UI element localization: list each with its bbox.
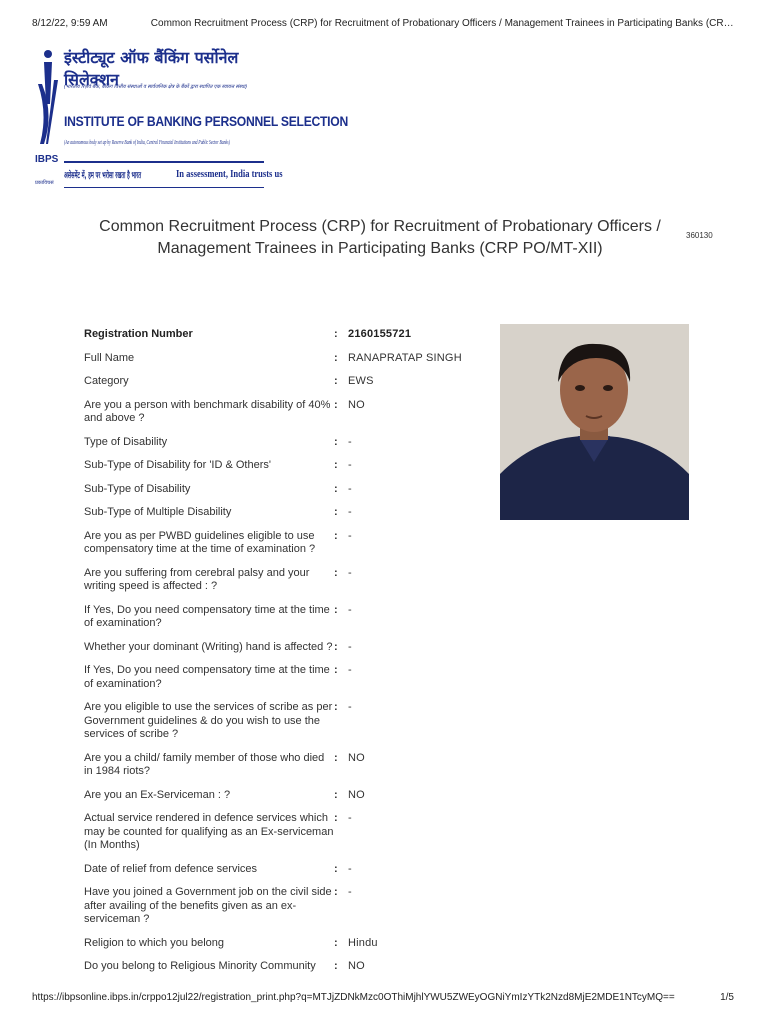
field-colon: : — [334, 751, 338, 764]
reference-code: 360130 — [686, 231, 713, 240]
field-value: - — [348, 862, 352, 875]
field-row — [84, 375, 484, 389]
print-footer — [32, 992, 736, 1003]
field-colon: : — [334, 482, 338, 495]
field-value: - — [348, 506, 352, 518]
field-colon: : — [334, 375, 338, 387]
field-row — [84, 530, 484, 557]
field-value: Hindu — [348, 936, 378, 949]
field-row — [84, 567, 484, 594]
field-label: If Yes, Do you need compensatory time at the time of examination? — [84, 603, 330, 629]
field-label: Are you a child/ family member of those who died in 1984 riots? — [84, 751, 325, 777]
field-colon: : — [334, 603, 338, 616]
field-row — [84, 701, 484, 742]
field-value: - — [348, 701, 352, 713]
field-row — [84, 812, 484, 853]
field-value: EWS — [348, 375, 374, 387]
registration-details — [84, 328, 484, 984]
field-value: RANAPRATAP SINGH — [348, 351, 462, 364]
field-row — [84, 506, 484, 520]
page-title — [60, 216, 700, 260]
field-colon: : — [334, 788, 338, 801]
field-colon: : — [334, 960, 338, 972]
field-row — [84, 886, 484, 927]
field-value: - — [348, 435, 352, 448]
field-label: Category — [84, 375, 129, 387]
field-label: Do you belong to Religious Minority Community — [84, 960, 316, 972]
field-colon: : — [334, 566, 338, 579]
field-value: - — [348, 566, 352, 579]
logo-english-subtitle: (An autonomous body set up by Reserve Bank of India, Central Financial Institutions and Public Sector Banks) — [64, 140, 230, 146]
field-colon: : — [334, 328, 338, 340]
page-title-line-1: Common Recruitment Process (CRP) for Recruitment of Probationary Officers / — [99, 218, 661, 235]
field-value: NO — [348, 788, 365, 801]
logo-hindi-subtitle: (भारतीय रिज़र्व बैंक, बैंकिंग वित्तीय संस्थाओं व सार्वजनिक क्षेत्र के बैंकों द्वारा स्थापित एक स्वायत्त संस्था) — [64, 84, 247, 90]
field-value: NO — [348, 751, 365, 764]
field-label: Are you an Ex-Serviceman : ? — [84, 788, 231, 801]
field-row — [84, 604, 484, 631]
print-datetime: 8/12/22, 9:59 AM — [32, 18, 108, 29]
field-colon: : — [334, 459, 338, 471]
field-label: Whether your dominant (Writing) hand is affected ? — [84, 640, 333, 653]
field-row — [84, 863, 484, 877]
field-label: Sub-Type of Disability for 'ID & Others' — [84, 459, 271, 471]
field-colon: : — [334, 640, 338, 653]
field-colon: : — [334, 351, 338, 364]
field-value: NO — [348, 398, 365, 411]
field-colon: : — [334, 701, 338, 713]
candidate-photo — [500, 324, 689, 520]
field-value: - — [348, 482, 352, 495]
field-label: Religion to which you belong — [84, 936, 225, 949]
logo-hindi-motto: असेसमेंट में, हम पर भरोसा रखता है भारत — [64, 171, 142, 181]
field-value: NO — [348, 960, 365, 972]
field-label: Date of relief from defence services — [84, 862, 258, 875]
field-value: - — [348, 886, 352, 898]
field-label: Registration Number — [84, 328, 193, 340]
field-label: Actual service rendered in defence services which may be counted for qualifying as an Ex-serviceman (In Months) — [84, 812, 334, 851]
logo-abbr-hindi: प्रकाविचसं — [35, 180, 54, 186]
field-row — [84, 641, 484, 655]
field-value: - — [348, 640, 352, 653]
ibps-emblem-icon — [34, 44, 62, 192]
field-label: Full Name — [84, 351, 135, 364]
logo-divider — [64, 161, 264, 163]
field-row — [84, 664, 484, 691]
logo-english-name: INSTITUTE OF BANKING PERSONNEL SELECTION — [64, 114, 348, 129]
field-row — [84, 459, 484, 473]
field-value: - — [348, 603, 352, 616]
field-row — [84, 328, 484, 342]
field-value: - — [348, 459, 352, 471]
field-colon: : — [334, 886, 338, 898]
field-colon: : — [334, 812, 338, 824]
field-label: Sub-Type of Multiple Disability — [84, 506, 232, 518]
field-label: Type of Disability — [84, 435, 168, 448]
field-colon: : — [334, 435, 338, 448]
logo-divider-bottom — [64, 187, 264, 188]
field-row — [84, 789, 484, 803]
field-row — [84, 399, 484, 426]
field-label: If Yes, Do you need compensatory time at the time of examination? — [84, 664, 330, 690]
logo-text — [64, 44, 348, 192]
field-label: Are you suffering from cerebral palsy and your writing speed is affected : ? — [84, 566, 310, 592]
logo-english-motto: In assessment, India trusts us — [176, 169, 283, 180]
field-row — [84, 937, 484, 951]
field-colon: : — [334, 862, 338, 875]
field-value: - — [348, 664, 352, 676]
field-row — [84, 483, 484, 497]
field-colon: : — [334, 664, 338, 676]
logo-abbr: IBPS — [35, 154, 59, 165]
field-colon: : — [334, 936, 338, 949]
logo-hindi-name: इंस्टीट्यूट ऑफ बैंकिंग पर्सोनेल सिलेक्शन — [64, 48, 239, 89]
print-header — [32, 18, 736, 29]
print-page-number: 1/5 — [720, 992, 734, 1003]
field-label: Are you a person with benchmark disability of 40% and above ? — [84, 398, 331, 424]
field-value: - — [348, 812, 352, 824]
field-colon: : — [334, 506, 338, 518]
field-label: Have you joined a Government job on the civil side after availing of the benefits given as an ex-serviceman ? — [84, 886, 332, 925]
field-colon: : — [334, 529, 338, 542]
field-value: 2160155721 — [348, 328, 412, 340]
field-row — [84, 752, 484, 779]
field-row — [84, 960, 484, 974]
print-doc-title: Common Recruitment Process (CRP) for Recruitment of Probationary Officers / Management Trainees in Participating Banks (CR… — [150, 18, 734, 29]
field-label: Are you eligible to use the services of scribe as per Government guidelines & do you wish to use the services of scribe ? — [84, 701, 333, 740]
ibps-logo — [34, 44, 348, 192]
field-colon: : — [334, 398, 338, 411]
field-row — [84, 436, 484, 450]
page-title-line-2: Management Trainees in Participating Banks (CRP PO/MT-XII) — [157, 240, 603, 257]
field-row — [84, 352, 484, 366]
candidate-photo-image — [500, 324, 689, 520]
field-label: Sub-Type of Disability — [84, 482, 191, 495]
print-page-url: https://ibpsonline.ibps.in/crppo12jul22/registration_print.php?q=MTJjZDNkMzc0OThiMjhlYWU5ZWEyOGNiYmIzYTk2Nzd8MjE2MDE1NTcyMQ== — [32, 992, 675, 1003]
field-label: Are you as per PWBD guidelines eligible to use compensatory time at the time of examination ? — [84, 529, 316, 555]
field-value: - — [348, 529, 352, 542]
